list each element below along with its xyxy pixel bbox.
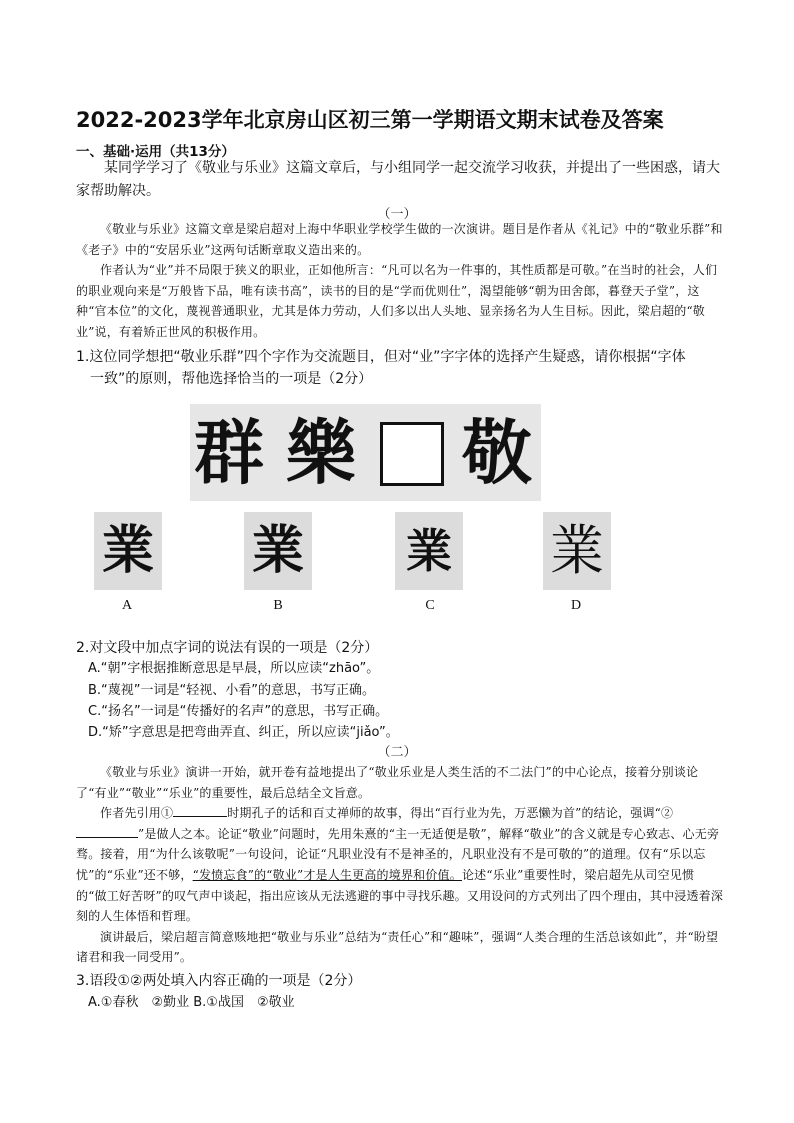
choice-a-label: A — [121, 598, 133, 613]
passage-1-para-2: 作者认为“业”并不局限于狭义的职业，正如他所言：“凡可以名为一件事的，其性质都是可敬。”在当时的社会，人们的职业观向来是“万般皆下品，唯有读书高”，读书的目的是“学而优则仕”，渴望能够“朝为田舍郎，暮登天子堂”，这种“官本位”的文化，蔑视普通职业，尤其是体力劳动，人们多以出人头地、显亲扬名为人生目标。因此，梁启超的“敬业”说，有着矫正世风的积极作用。 — [76, 263, 718, 339]
passage-2-para-3: 演讲最后，梁启超言简意赅地把“敬业与乐业”总结为“责任心”和“趣味”，强调“人类合理的生活总该如此”，并“盼望诸君和我一同受用”。 — [76, 929, 719, 965]
blank-2[interactable] — [76, 825, 138, 838]
calligraphy-strip-image — [190, 404, 541, 501]
passage-1 — [76, 219, 724, 343]
passage-2-para-2 — [76, 803, 724, 927]
choice-a-image[interactable] — [94, 512, 162, 590]
choice-b-label: B — [273, 598, 283, 613]
question-3-options[interactable]: A.①春秋 ②勤业 B.①战国 ②敬业 — [88, 995, 295, 1010]
part-heading-1: （一） — [377, 207, 417, 222]
choice-b-image[interactable] — [244, 512, 312, 590]
calligraphy-char-4: 敬 — [462, 411, 532, 494]
passage-2-text-a: 作者先引用① — [100, 806, 174, 821]
question-2-option-b[interactable]: B.“蔑视”一词是“轻视、小看”的意思，书写正确。 — [88, 683, 375, 698]
question-3-stem: 3.语段①②两处填入内容正确的一项是（2分） — [76, 973, 362, 989]
question-2-option-d[interactable]: D.“矫”字意思是把弯曲弄直、纠正，所以应读“jiǎo”。 — [88, 725, 399, 740]
part-heading-2: （二） — [377, 745, 417, 760]
choice-a-glyph: 業 — [101, 521, 154, 581]
page-title: 2022-2023学年北京房山区初三第一学期语文期末试卷及答案 — [76, 108, 664, 132]
passage-2-para-1: 《敬业与乐业》演讲一开始，就开卷有益地提出了“敬业乐业是人类生活的不二法门”的中心论点，接着分别谈论了“有业”“敬业”“乐业”的重要性，最后总结全文旨意。 — [76, 765, 699, 800]
question-1-line-1: 1.这位同学想把“敬业乐群”四个字作为交流题目，但对“业”字字体的选择产生疑惑，请你根据“字体 — [76, 349, 686, 365]
underlined-sentence: “发愤忘食”的“敬业”才是人生更高的境界和价值。 — [192, 867, 462, 882]
intro-paragraph: 某同学学习了《敬业与乐业》这篇文章后，与小组同学一起交流学习收获，并提出了一些困惑，请大家帮助解决。 — [76, 160, 720, 199]
passage-2-text-e: 论述“乐业”重要性时，梁启超先从司空见惯的“做工好苦呀”的叹气声中谈起，指出应该从无法逃避的事中寻找乐趣。又用设问的方式列出了四个理由，其中浸透着深刻的人生体悟和哲理。 — [76, 867, 724, 924]
choice-b-glyph: 業 — [251, 520, 304, 581]
choice-d-glyph: 業 — [550, 519, 604, 582]
choice-d-label: D — [570, 598, 582, 613]
question-2-option-a[interactable]: A.“朝”字根据推断意思是早晨，所以应读“zhāo”。 — [88, 661, 380, 676]
empty-answer-box — [380, 422, 444, 486]
passage-2-text-c: ”是做人之本。论证“敬业”问题时，先用朱熹的“主一无适便是敬”，解释“敬业”的含义就是专心致志、心无旁骛。接着，用“为什么该敬呢”一句设问，论证“凡职业没有不是神圣的，凡职业没有不是可敬的”的道理。仅有“乐以忘忧”的“乐业”还不够， — [76, 826, 720, 882]
question-1 — [76, 346, 726, 390]
question-2-option-c[interactable]: C.“扬名”一词是“传播好的名声”的意思，书写正确。 — [88, 704, 389, 719]
choice-c-image[interactable] — [395, 512, 463, 590]
passage-2-text-b: 时期孔子的话和百丈禅师的故事，得出“百行业为先，万恶懒为首”的结论，强调“② — [227, 806, 674, 821]
passage-2 — [76, 762, 724, 968]
choice-d-image[interactable] — [543, 512, 611, 590]
choice-c-label: C — [425, 598, 435, 613]
question-1-line-2: 一致”的原则，帮他选择恰当的一项是（2分） — [90, 371, 373, 387]
section-heading: 一、基础·运用（共13分） — [76, 144, 235, 160]
choice-c-glyph: 業 — [406, 524, 452, 578]
calligraphy-char-1: 群 — [194, 411, 264, 494]
calligraphy-char-2: 樂 — [286, 411, 356, 494]
passage-1-para-1: 《敬业与乐业》这篇文章是梁启超对上海中华职业学校学生做的一次演讲。题目是作者从《礼记》中的“敬业乐群”和《老子》中的“安居乐业”这两句话断章取义造出来的。 — [76, 222, 723, 257]
question-2-stem: 2.对文段中加点字词的说法有误的一项是（2分） — [76, 640, 379, 656]
blank-1[interactable] — [173, 804, 227, 817]
